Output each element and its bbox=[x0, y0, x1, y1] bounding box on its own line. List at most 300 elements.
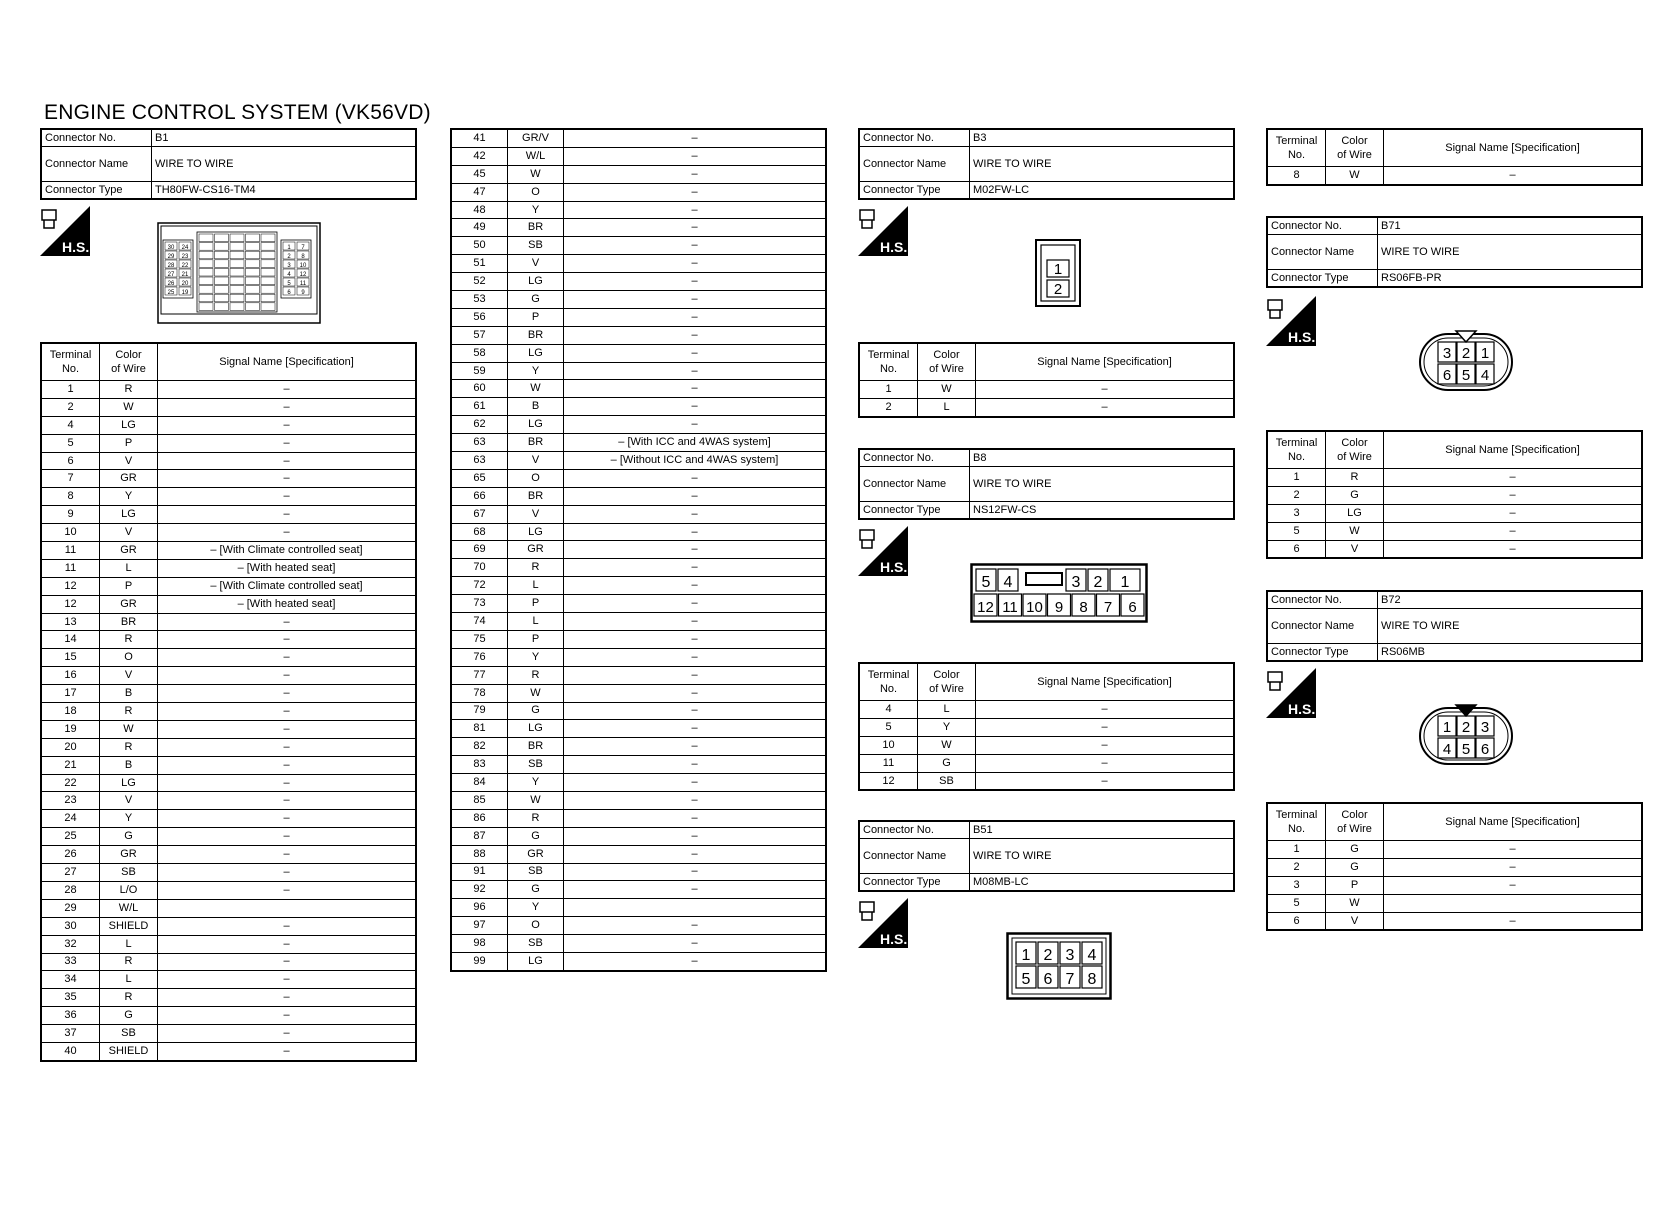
table-row bbox=[451, 845, 826, 863]
signal-name-cell: – bbox=[564, 863, 827, 881]
signal-name-cell: – bbox=[564, 791, 827, 809]
terminal-no-cell: 1 bbox=[41, 381, 100, 399]
table-row bbox=[451, 469, 826, 487]
wire-color-cell: W/L bbox=[100, 899, 158, 917]
signal-name-cell: – bbox=[564, 165, 827, 183]
signal-name-cell bbox=[1384, 894, 1643, 912]
pin-cell bbox=[215, 286, 229, 294]
table-row bbox=[451, 237, 826, 255]
table-row bbox=[451, 165, 826, 183]
terminal-no-cell: 1 bbox=[1267, 841, 1326, 859]
terminal-header-no: No. bbox=[1287, 451, 1306, 463]
connector-no-value: B51 bbox=[970, 821, 1235, 839]
table-row bbox=[41, 953, 416, 971]
signal-name-cell: – [With Climate controlled seat] bbox=[158, 577, 417, 595]
wire-color-cell: SB bbox=[918, 772, 976, 790]
table-row bbox=[451, 487, 826, 505]
table-row bbox=[41, 864, 416, 882]
pin-cell bbox=[199, 268, 213, 276]
wire-color-cell: P bbox=[1326, 876, 1384, 894]
wire-color-cell: BR bbox=[508, 219, 564, 237]
signal-name-cell: – bbox=[976, 754, 1235, 772]
signal-name-cell: – bbox=[1384, 504, 1643, 522]
signal-name-cell: – bbox=[564, 273, 827, 291]
terminal-no-cell: 63 bbox=[451, 452, 508, 470]
terminal-no-cell: 97 bbox=[451, 917, 508, 935]
table-row bbox=[859, 398, 1234, 416]
pin-label: 5 bbox=[981, 574, 991, 591]
pin-cell bbox=[246, 303, 260, 311]
signal-name-cell: – bbox=[564, 738, 827, 756]
connector-no-value: B71 bbox=[1378, 217, 1643, 235]
table-row bbox=[451, 147, 826, 165]
pin-cell bbox=[230, 243, 244, 251]
wire-color-cell: GR bbox=[100, 846, 158, 864]
terminal-table-b51 bbox=[1266, 128, 1643, 186]
wire-color-cell: B bbox=[508, 398, 564, 416]
table-row bbox=[41, 559, 416, 577]
table-row bbox=[859, 736, 1234, 754]
terminal-no-cell: 6 bbox=[1267, 912, 1326, 930]
svg-text:H.S.: H.S. bbox=[62, 239, 90, 255]
terminal-no-cell: 69 bbox=[451, 541, 508, 559]
pin-label: 6 bbox=[1043, 971, 1053, 988]
table-row bbox=[41, 506, 416, 524]
terminal-no-cell: 57 bbox=[451, 326, 508, 344]
connector-type-value: NS12FW-CS bbox=[970, 502, 1235, 520]
table-row bbox=[41, 846, 416, 864]
signal-name-cell: – bbox=[158, 470, 417, 488]
signal-name-cell: – bbox=[158, 917, 417, 935]
connector-info-b71 bbox=[1266, 216, 1643, 288]
connector-info-b3 bbox=[858, 128, 1235, 200]
wire-color-cell: LG bbox=[508, 952, 564, 970]
signal-name-cell: – [With heated seat] bbox=[158, 559, 417, 577]
table-row bbox=[41, 685, 416, 703]
terminal-header: Terminal bbox=[867, 669, 910, 681]
signal-name-cell: – bbox=[1384, 167, 1643, 185]
wire-color-cell: L bbox=[100, 971, 158, 989]
signal-header: Signal Name [Specification] bbox=[158, 343, 417, 381]
wire-color-cell: W bbox=[508, 684, 564, 702]
pin-cell bbox=[199, 243, 213, 251]
wire-color-cell: V bbox=[508, 452, 564, 470]
terminal-no-cell: 33 bbox=[41, 953, 100, 971]
svg-text:H.S.: H.S. bbox=[880, 239, 908, 255]
connector-name-label: Connector Name bbox=[859, 147, 970, 182]
pin-cell bbox=[246, 251, 260, 259]
wire-color-cell: LG bbox=[100, 774, 158, 792]
terminal-no-cell: 52 bbox=[451, 273, 508, 291]
connector-type-value: M02FW-LC bbox=[970, 182, 1235, 200]
pin-cell bbox=[246, 260, 260, 268]
terminal-no-cell: 61 bbox=[451, 398, 508, 416]
table-row bbox=[451, 129, 826, 147]
signal-name-cell: – bbox=[564, 827, 827, 845]
table-row bbox=[41, 631, 416, 649]
table-row bbox=[1267, 522, 1642, 540]
terminal-no-cell: 2 bbox=[1267, 486, 1326, 504]
terminal-no-cell: 13 bbox=[41, 613, 100, 631]
table-row bbox=[451, 630, 826, 648]
signal-name-cell: – bbox=[158, 953, 417, 971]
wire-color-cell: V bbox=[1326, 912, 1384, 930]
wire-color-cell: R bbox=[100, 631, 158, 649]
pin-label: 10 bbox=[299, 263, 307, 269]
wire-color-cell: G bbox=[508, 881, 564, 899]
terminal-no-cell: 1 bbox=[1267, 469, 1326, 487]
wire-color-cell: Y bbox=[100, 810, 158, 828]
signal-name-cell: – bbox=[564, 219, 827, 237]
color-header-wire: of Wire bbox=[929, 683, 964, 695]
connector-name-value: WIRE TO WIRE bbox=[970, 839, 1235, 874]
pin-label: 3 bbox=[1480, 719, 1490, 736]
table-row bbox=[451, 434, 826, 452]
wire-color-cell: L bbox=[100, 559, 158, 577]
signal-name-cell: – bbox=[158, 524, 417, 542]
signal-name-cell: – bbox=[564, 774, 827, 792]
signal-name-cell: – bbox=[564, 648, 827, 666]
terminal-no-cell: 7 bbox=[41, 470, 100, 488]
signal-name-cell: – bbox=[564, 505, 827, 523]
table-row bbox=[1267, 167, 1642, 185]
pin-label: 4 bbox=[1003, 574, 1013, 591]
table-row bbox=[451, 541, 826, 559]
pin-cell bbox=[199, 294, 213, 302]
pin-label: 2 bbox=[1093, 574, 1103, 591]
signal-name-cell: – bbox=[158, 774, 417, 792]
signal-name-cell: – bbox=[564, 469, 827, 487]
terminal-no-cell: 91 bbox=[451, 863, 508, 881]
signal-name-cell: – bbox=[564, 935, 827, 953]
table-row bbox=[41, 792, 416, 810]
table-row bbox=[451, 595, 826, 613]
table-row bbox=[451, 326, 826, 344]
pin-label: 9 bbox=[1054, 599, 1064, 616]
terminal-no-cell: 15 bbox=[41, 649, 100, 667]
table-row bbox=[1267, 540, 1642, 558]
wire-color-cell: O bbox=[508, 917, 564, 935]
signal-name-cell: – bbox=[976, 772, 1235, 790]
signal-name-cell: – bbox=[1384, 522, 1643, 540]
wire-color-cell: LG bbox=[1326, 504, 1384, 522]
svg-text:H.S.: H.S. bbox=[1288, 701, 1316, 717]
wire-color-cell: W bbox=[100, 398, 158, 416]
signal-name-cell: – bbox=[1384, 841, 1643, 859]
terminal-no-cell: 5 bbox=[1267, 894, 1326, 912]
table-row bbox=[41, 989, 416, 1007]
terminal-table-b1-a bbox=[40, 342, 417, 1062]
svg-text:H.S.: H.S. bbox=[880, 931, 908, 947]
signal-name-cell: – bbox=[564, 809, 827, 827]
signal-name-cell: – bbox=[158, 631, 417, 649]
terminal-no-cell: 78 bbox=[451, 684, 508, 702]
wire-color-cell: R bbox=[100, 953, 158, 971]
pin-cell bbox=[230, 303, 244, 311]
table-row bbox=[451, 720, 826, 738]
terminal-no-cell: 3 bbox=[1267, 876, 1326, 894]
wire-color-cell: LG bbox=[100, 506, 158, 524]
wire-color-cell: W bbox=[918, 381, 976, 399]
signal-name-cell: – bbox=[564, 595, 827, 613]
signal-name-cell: – bbox=[564, 129, 827, 147]
table-row bbox=[451, 183, 826, 201]
signal-name-cell: – bbox=[158, 398, 417, 416]
wire-color-cell: BR bbox=[508, 738, 564, 756]
wire-color-cell: L bbox=[100, 935, 158, 953]
terminal-header: Terminal bbox=[1275, 437, 1318, 449]
pin-label: 3 bbox=[1065, 947, 1075, 964]
terminal-no-cell: 6 bbox=[41, 452, 100, 470]
wire-color-cell: L bbox=[508, 613, 564, 631]
terminal-no-cell: 73 bbox=[451, 595, 508, 613]
signal-name-cell: – bbox=[564, 326, 827, 344]
terminal-no-cell: 22 bbox=[41, 774, 100, 792]
svg-text:H.S.: H.S. bbox=[880, 559, 908, 575]
terminal-no-cell: 88 bbox=[451, 845, 508, 863]
signal-name-cell bbox=[564, 899, 827, 917]
connector-no-label: Connector No. bbox=[41, 129, 152, 147]
table-row bbox=[41, 703, 416, 721]
signal-name-cell: – bbox=[564, 183, 827, 201]
terminal-no-cell: 87 bbox=[451, 827, 508, 845]
pin-cell bbox=[199, 303, 213, 311]
wire-color-cell: Y bbox=[100, 488, 158, 506]
table-row bbox=[859, 772, 1234, 790]
pin-label: 7 bbox=[1103, 599, 1113, 616]
terminal-no-cell: 68 bbox=[451, 523, 508, 541]
terminal-no-cell: 32 bbox=[41, 935, 100, 953]
pin-label: 1 bbox=[1021, 947, 1031, 964]
pin-cell bbox=[215, 260, 229, 268]
wire-color-cell: GR/V bbox=[508, 129, 564, 147]
terminal-no-cell: 56 bbox=[451, 308, 508, 326]
connector-no-value: B3 bbox=[970, 129, 1235, 147]
harness-side-icon bbox=[40, 206, 90, 256]
wire-color-cell: R bbox=[100, 738, 158, 756]
wire-color-cell: V bbox=[508, 505, 564, 523]
pin-cell bbox=[215, 277, 229, 285]
signal-name-cell: – bbox=[158, 649, 417, 667]
terminal-no-cell: 30 bbox=[41, 917, 100, 935]
connector-face-b1 bbox=[157, 222, 321, 324]
table-row bbox=[451, 738, 826, 756]
terminal-no-cell: 2 bbox=[41, 398, 100, 416]
connector-type-label: Connector Type bbox=[1267, 644, 1378, 662]
pin-label: 3 bbox=[1071, 574, 1081, 591]
signal-name-cell: – bbox=[564, 881, 827, 899]
terminal-table-b71 bbox=[1266, 430, 1643, 559]
table-row bbox=[41, 381, 416, 399]
terminal-no-cell: 18 bbox=[41, 703, 100, 721]
wire-color-cell: Y bbox=[508, 774, 564, 792]
signal-name-cell: – bbox=[1384, 486, 1643, 504]
wire-color-cell: R bbox=[508, 666, 564, 684]
terminal-no-cell: 74 bbox=[451, 613, 508, 631]
table-row bbox=[451, 219, 826, 237]
table-row bbox=[1267, 841, 1642, 859]
connector-type-label: Connector Type bbox=[41, 182, 152, 200]
signal-name-cell: – bbox=[564, 917, 827, 935]
terminal-no-cell: 81 bbox=[451, 720, 508, 738]
table-row bbox=[451, 935, 826, 953]
wire-color-cell: V bbox=[100, 452, 158, 470]
wire-color-cell: G bbox=[100, 1007, 158, 1025]
pin-cell bbox=[230, 294, 244, 302]
terminal-no-cell: 60 bbox=[451, 380, 508, 398]
terminal-no-cell: 66 bbox=[451, 487, 508, 505]
terminal-no-cell: 84 bbox=[451, 774, 508, 792]
wire-color-cell: LG bbox=[508, 416, 564, 434]
page-title: ENGINE CONTROL SYSTEM (VK56VD) bbox=[44, 101, 431, 124]
table-row bbox=[451, 702, 826, 720]
wire-color-cell: Y bbox=[508, 201, 564, 219]
wire-color-cell: R bbox=[508, 809, 564, 827]
terminal-no-cell: 23 bbox=[41, 792, 100, 810]
connector-info-b8 bbox=[858, 448, 1235, 520]
table-row bbox=[41, 488, 416, 506]
table-row bbox=[451, 577, 826, 595]
table-row bbox=[451, 899, 826, 917]
terminal-no-cell: 35 bbox=[41, 989, 100, 1007]
color-header: Color bbox=[933, 669, 960, 681]
pin-cell bbox=[199, 260, 213, 268]
signal-name-cell: – bbox=[564, 630, 827, 648]
terminal-no-cell: 26 bbox=[41, 846, 100, 864]
signal-name-cell: – bbox=[158, 1025, 417, 1043]
table-row bbox=[451, 791, 826, 809]
wire-color-cell: W bbox=[1326, 894, 1384, 912]
signal-name-cell: – bbox=[564, 577, 827, 595]
table-row bbox=[41, 613, 416, 631]
signal-name-cell: – bbox=[158, 756, 417, 774]
signal-name-cell: – bbox=[158, 1042, 417, 1060]
pin-label: 10 bbox=[1026, 599, 1043, 616]
wire-color-cell: Y bbox=[508, 899, 564, 917]
signal-name-cell: – bbox=[158, 434, 417, 452]
terminal-no-cell: 63 bbox=[451, 434, 508, 452]
wire-color-cell: GR bbox=[100, 470, 158, 488]
terminal-header: Terminal bbox=[1275, 809, 1318, 821]
signal-name-cell: – bbox=[976, 736, 1235, 754]
signal-name-cell: – bbox=[976, 701, 1235, 719]
pin-label: 24 bbox=[181, 245, 189, 251]
color-header: Color bbox=[1341, 437, 1368, 449]
signal-header: Signal Name [Specification] bbox=[1384, 129, 1643, 167]
pin-label: 3 bbox=[1442, 345, 1452, 362]
signal-name-cell: – bbox=[158, 792, 417, 810]
table-row bbox=[451, 416, 826, 434]
terminal-table-b8 bbox=[858, 662, 1235, 791]
pin-label: 5 bbox=[1461, 367, 1471, 384]
signal-name-cell: – bbox=[564, 255, 827, 273]
terminal-no-cell: 47 bbox=[451, 183, 508, 201]
table-row bbox=[41, 452, 416, 470]
wire-color-cell: P bbox=[100, 434, 158, 452]
connector-no-label: Connector No. bbox=[859, 129, 970, 147]
connector-name-value: WIRE TO WIRE bbox=[1378, 609, 1643, 644]
signal-header: Signal Name [Specification] bbox=[1384, 431, 1643, 469]
color-header: Color bbox=[933, 349, 960, 361]
terminal-no-cell: 4 bbox=[859, 701, 918, 719]
pin-cell bbox=[215, 268, 229, 276]
terminal-no-cell: 2 bbox=[859, 398, 918, 416]
pin-label: 4 bbox=[1442, 741, 1452, 758]
wire-color-cell: L/O bbox=[100, 881, 158, 899]
signal-name-cell: – bbox=[564, 559, 827, 577]
pin-label: 29 bbox=[167, 254, 175, 260]
signal-name-cell: – bbox=[564, 487, 827, 505]
table-row bbox=[41, 881, 416, 899]
signal-name-cell: – bbox=[564, 201, 827, 219]
connector-name-label: Connector Name bbox=[859, 467, 970, 502]
wire-color-cell: G bbox=[100, 828, 158, 846]
terminal-header-no: No. bbox=[879, 363, 898, 375]
terminal-header: Terminal bbox=[1275, 135, 1318, 147]
color-header-wire: of Wire bbox=[1337, 823, 1372, 835]
table-row bbox=[451, 613, 826, 631]
wire-color-cell: BR bbox=[508, 487, 564, 505]
signal-name-cell: – bbox=[158, 685, 417, 703]
signal-name-cell: – bbox=[564, 720, 827, 738]
table-row bbox=[1267, 858, 1642, 876]
pin-label: 11 bbox=[299, 281, 307, 287]
terminal-no-cell: 11 bbox=[41, 542, 100, 560]
signal-name-cell: – [Without ICC and 4WAS system] bbox=[564, 452, 827, 470]
pin-label: 11 bbox=[1002, 599, 1018, 616]
signal-name-cell: – bbox=[158, 971, 417, 989]
table-row bbox=[451, 809, 826, 827]
terminal-no-cell: 82 bbox=[451, 738, 508, 756]
pin-cell bbox=[230, 268, 244, 276]
connector-face-b3 bbox=[1034, 238, 1082, 308]
signal-name-cell: – bbox=[158, 989, 417, 1007]
terminal-no-cell: 19 bbox=[41, 720, 100, 738]
wire-color-cell: O bbox=[508, 469, 564, 487]
connector-type-label: Connector Type bbox=[1267, 270, 1378, 288]
table-row bbox=[41, 917, 416, 935]
terminal-no-cell: 25 bbox=[41, 828, 100, 846]
pin-label: 12 bbox=[299, 272, 307, 278]
wire-color-cell: W bbox=[1326, 522, 1384, 540]
table-row bbox=[451, 273, 826, 291]
pin-cell bbox=[199, 234, 213, 242]
signal-name-cell: – bbox=[564, 147, 827, 165]
signal-name-cell: – [With ICC and 4WAS system] bbox=[564, 434, 827, 452]
signal-name-cell: – bbox=[564, 613, 827, 631]
pin-label: 2 bbox=[1461, 345, 1471, 362]
wire-color-cell: W bbox=[508, 380, 564, 398]
terminal-no-cell: 12 bbox=[859, 772, 918, 790]
signal-name-cell: – bbox=[158, 506, 417, 524]
color-header-wire: of Wire bbox=[111, 363, 146, 375]
connector-info-b51 bbox=[858, 820, 1235, 892]
terminal-no-cell: 49 bbox=[451, 219, 508, 237]
terminal-no-cell: 75 bbox=[451, 630, 508, 648]
terminal-no-cell: 10 bbox=[41, 524, 100, 542]
wire-color-cell: G bbox=[918, 754, 976, 772]
terminal-no-cell: 59 bbox=[451, 362, 508, 380]
table-row bbox=[1267, 894, 1642, 912]
terminal-table-b72 bbox=[1266, 802, 1643, 931]
wire-color-cell: L bbox=[918, 398, 976, 416]
pin-label: 21 bbox=[181, 272, 189, 278]
wire-color-cell: LG bbox=[508, 720, 564, 738]
signal-name-cell: – bbox=[1384, 858, 1643, 876]
terminal-header-no: No. bbox=[1287, 149, 1306, 161]
wire-color-cell: V bbox=[100, 667, 158, 685]
wire-color-cell: B bbox=[100, 685, 158, 703]
